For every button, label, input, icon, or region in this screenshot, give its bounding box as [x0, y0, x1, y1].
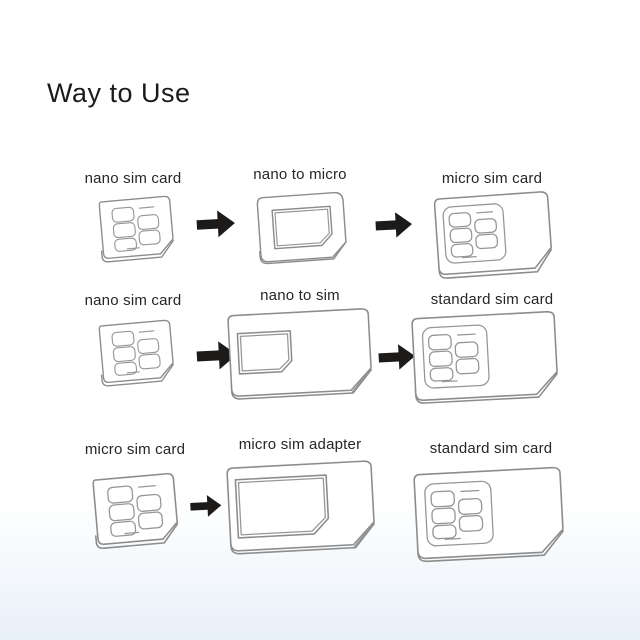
row3-source-label: micro sim card — [84, 441, 186, 458]
row2-adapter-label: nano to sim — [260, 287, 340, 304]
standard-sim-card-icon — [407, 302, 562, 410]
micro-sim-card-icon — [429, 184, 559, 286]
row1-adapter-label: nano to micro — [253, 166, 347, 183]
arrow-right-icon — [373, 208, 415, 247]
row2-result-label: standard sim card — [430, 291, 554, 308]
row1-source-label: nano sim card — [84, 170, 182, 187]
row2-source-label: nano sim card — [84, 292, 182, 309]
nano-to-sim-adapter-icon — [224, 299, 377, 406]
page-title: Way to Use — [47, 78, 191, 108]
arrow-right-icon — [188, 490, 224, 527]
arrow-right-icon — [194, 206, 238, 247]
nano-sim-card-icon — [90, 188, 182, 271]
nano-sim-card-icon — [90, 312, 182, 395]
standard-sim-card-icon — [409, 454, 569, 572]
micro-sim-adapter-icon — [222, 448, 379, 564]
row3-adapter-label: micro sim adapter — [238, 436, 362, 453]
micro-sim-card-icon — [82, 464, 187, 560]
row1-result-label: micro sim card — [441, 170, 543, 187]
nano-to-micro-adapter-icon — [249, 183, 355, 274]
row3-result-label: standard sim card — [429, 440, 553, 457]
